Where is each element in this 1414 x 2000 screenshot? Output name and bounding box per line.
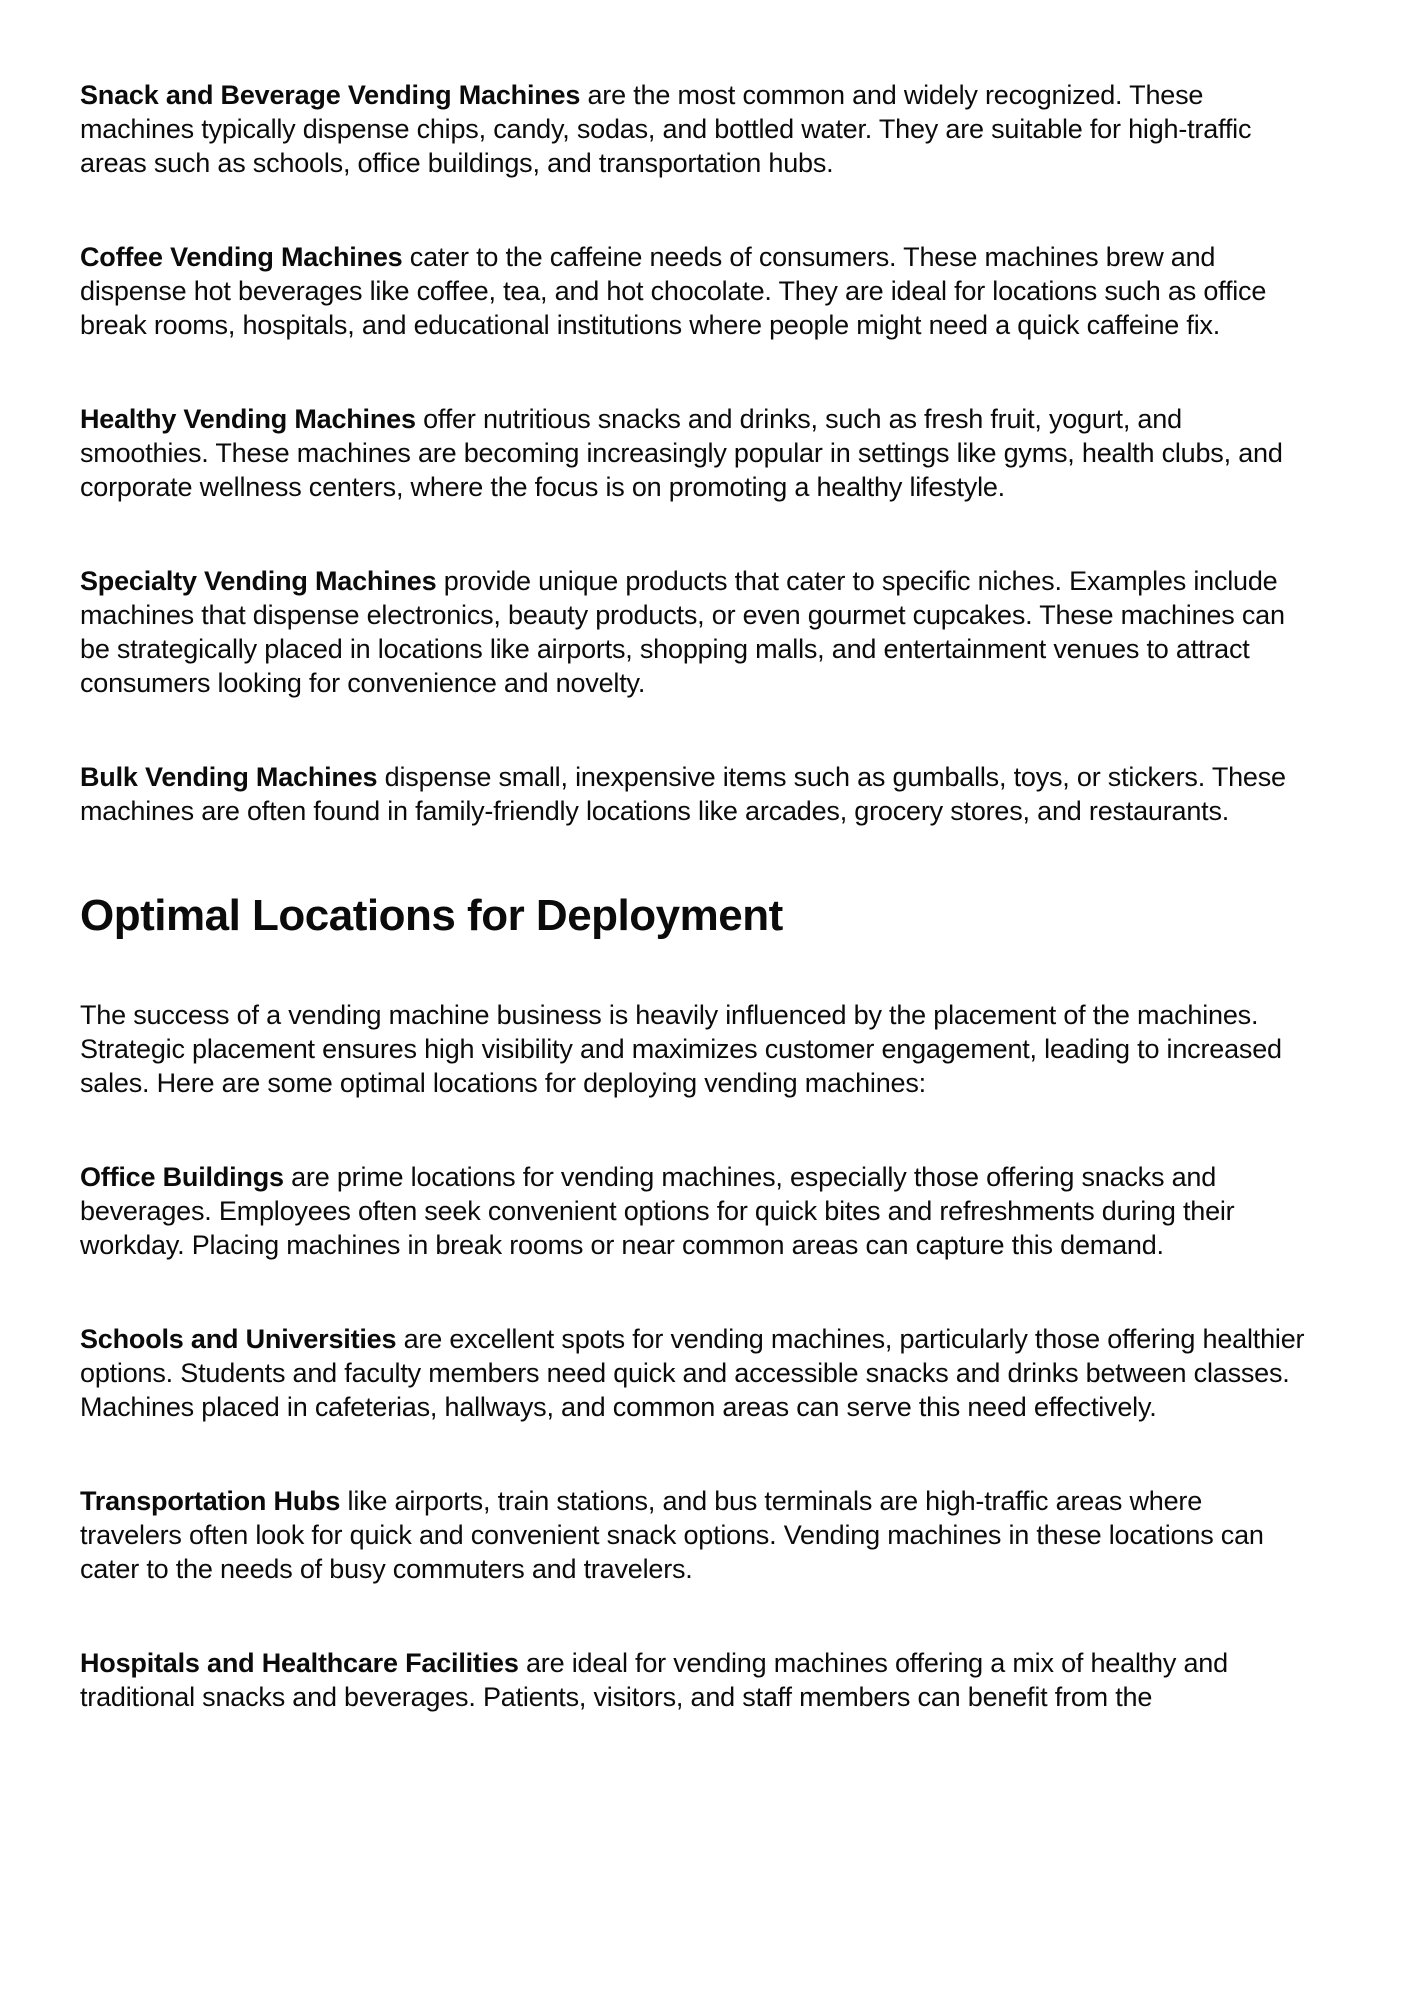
- paragraph-text-specialty: provide unique products that cater to specific niches. Examples include machines that dispense electronics, beauty products, or even gourmet cupcakes. These machines can be strategically placed in locations like airports, shopping malls, and entertainment venues to attract consumers looking for convenience and novelty.: [80, 566, 1285, 698]
- paragraph-transportation-hubs: [80, 1484, 1310, 1586]
- paragraph-specialty: [80, 564, 1310, 700]
- document-content: [80, 78, 1310, 1714]
- paragraph-lead-healthy: Healthy Vending Machines: [80, 404, 416, 434]
- paragraph-hospitals-healthcare: [80, 1646, 1310, 1714]
- paragraph-text-transportation-hubs: like airports, train stations, and bus terminals are high-traffic areas where travelers often look for quick and convenient snack options. Vending machines in these locations can cater to the needs of busy commuters and travelers.: [80, 1486, 1264, 1584]
- paragraph-lead-transportation-hubs: Transportation Hubs: [80, 1486, 341, 1516]
- paragraph-lead-bulk: Bulk Vending Machines: [80, 762, 378, 792]
- paragraph-lead-hospitals-healthcare: Hospitals and Healthcare Facilities: [80, 1648, 519, 1678]
- section-heading-optimal-locations: Optimal Locations for Deployment: [80, 891, 783, 940]
- paragraph-text-snack-and-beverage: are the most common and widely recognized. These machines typically dispense chips, candy, sodas, and bottled water. They are suitable for high-traffic areas such as schools, office buildings, and transportation hubs.: [80, 80, 1252, 178]
- paragraph-text-hospitals-healthcare: are ideal for vending machines offering a mix of healthy and traditional snacks and beverages. Patients, visitors, and staff members can benefit from the: [80, 1648, 1228, 1712]
- paragraph-lead-office-buildings: Office Buildings: [80, 1162, 284, 1192]
- paragraph-lead-coffee: Coffee Vending Machines: [80, 242, 403, 272]
- paragraph-text-coffee: cater to the caffeine needs of consumers. These machines brew and dispense hot beverages like coffee, tea, and hot chocolate. They are ideal for locations such as office break rooms, hospitals, and educational institutions where people might need a quick caffeine fix.: [80, 242, 1267, 340]
- paragraph-coffee: [80, 240, 1310, 342]
- paragraph-bulk: [80, 760, 1310, 828]
- paragraph-deployment-intro: The success of a vending machine business is heavily influenced by the placement of the machines. Strategic placement ensures high visibility and maximizes customer engagement, leading to increased sales. Here are some optimal locations for deploying vending machines:: [80, 1000, 1282, 1098]
- paragraph-text-bulk: dispense small, inexpensive items such as gumballs, toys, or stickers. These machines are often found in family-friendly locations like arcades, grocery stores, and restaurants.: [80, 762, 1286, 826]
- paragraph-lead-specialty: Specialty Vending Machines: [80, 566, 437, 596]
- paragraph-lead-schools-universities: Schools and Universities: [80, 1324, 397, 1354]
- paragraph-schools-universities: [80, 1322, 1310, 1424]
- paragraph-lead-snack-and-beverage: Snack and Beverage Vending Machines: [80, 80, 581, 110]
- paragraph-text-schools-universities: are excellent spots for vending machines, particularly those offering healthier options. Students and faculty members need quick and accessible snacks and drinks between classes. Machines placed in cafeterias, hallways, and common areas can serve this need effectively.: [80, 1324, 1305, 1422]
- paragraph-snack-and-beverage: [80, 78, 1310, 180]
- paragraph-healthy: [80, 402, 1310, 504]
- paragraph-office-buildings: [80, 1160, 1310, 1262]
- paragraph-text-office-buildings: are prime locations for vending machines, especially those offering snacks and beverages. Employees often seek convenient options for quick bites and refreshments during their workday. Placing machines in break rooms or near common areas can capture this demand.: [80, 1162, 1235, 1260]
- paragraph-text-healthy: offer nutritious snacks and drinks, such as fresh fruit, yogurt, and smoothies. These machines are becoming increasingly popular in settings like gyms, health clubs, and corporate wellness centers, where the focus is on promoting a healthy lifestyle.: [80, 404, 1283, 502]
